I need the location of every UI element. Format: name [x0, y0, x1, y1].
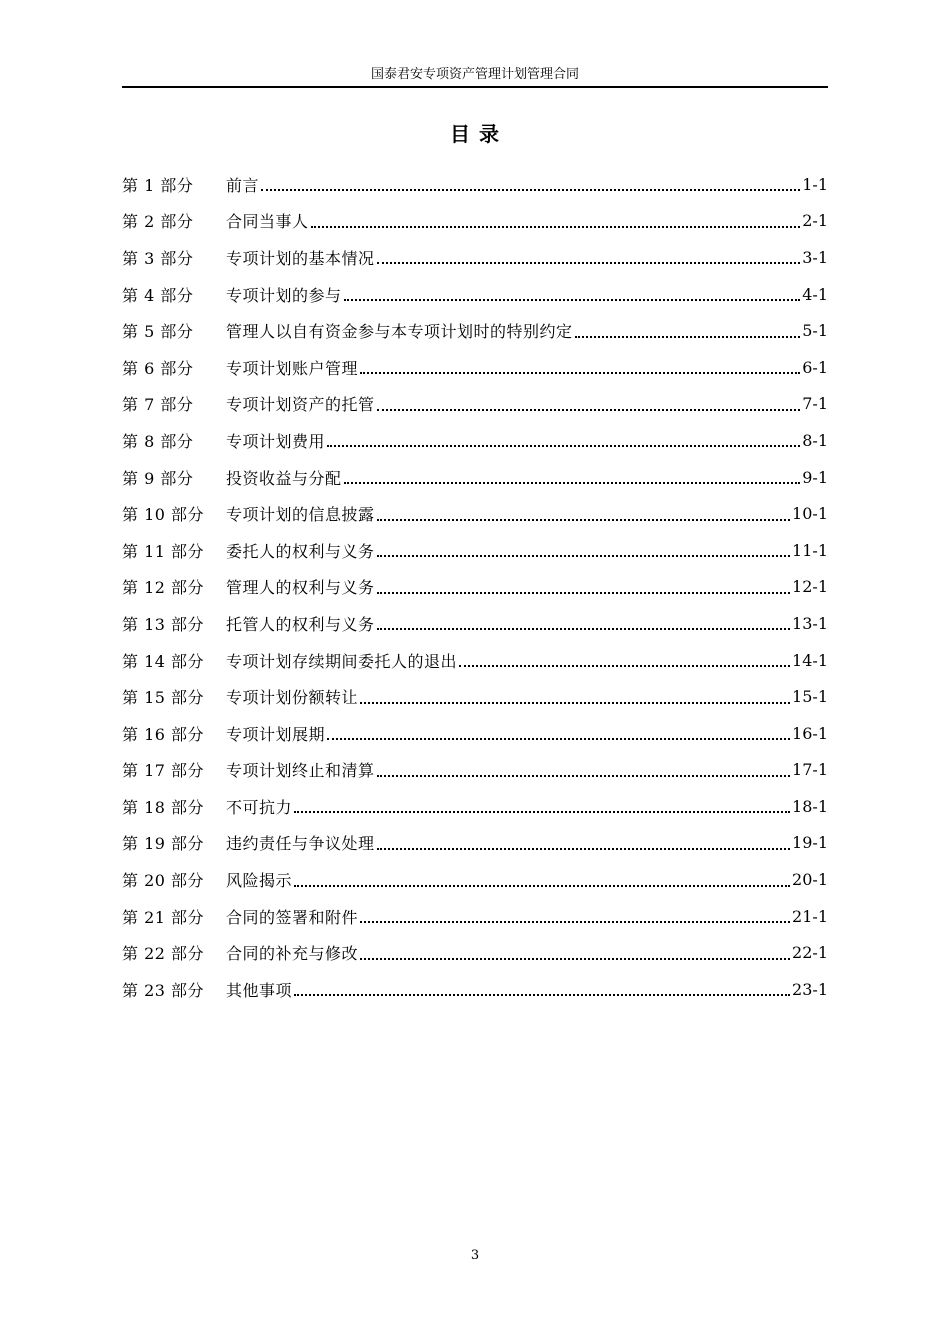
toc-entry-label: 第 8 部分 — [122, 431, 194, 451]
dot-leader — [344, 482, 801, 484]
toc-entry-title: 管理人的权利与义务 — [226, 578, 375, 598]
toc-entry-label: 第 12 部分 — [122, 578, 205, 598]
dot-leader — [261, 189, 800, 191]
dot-leader — [294, 994, 790, 996]
toc-entry[interactable] — [122, 166, 828, 203]
toc-entry-page: 2-1 — [802, 211, 828, 231]
toc-entry[interactable] — [122, 239, 828, 276]
toc-entry[interactable] — [122, 459, 828, 496]
toc-entry[interactable] — [122, 971, 828, 1008]
toc-entry[interactable] — [122, 203, 828, 240]
toc-entry-label: 第 4 部分 — [122, 285, 194, 305]
toc-entry-title: 风险揭示 — [226, 871, 293, 891]
toc-entry-page: 18-1 — [792, 796, 828, 816]
toc-entry-page: 22-1 — [792, 943, 828, 963]
toc-entry[interactable] — [122, 678, 828, 715]
dot-leader — [360, 958, 790, 960]
dot-leader — [575, 336, 801, 338]
toc-entry-title: 合同当事人 — [226, 212, 309, 232]
dot-leader — [327, 738, 790, 740]
header-divider — [122, 86, 828, 88]
dot-leader — [360, 921, 790, 923]
toc-entry-label: 第 6 部分 — [122, 358, 194, 378]
toc-entry-page: 16-1 — [792, 723, 828, 743]
page-number: 3 — [470, 1248, 480, 1263]
dot-leader — [377, 409, 801, 411]
toc-entry-page: 1-1 — [802, 174, 828, 194]
toc-entry-label: 第 3 部分 — [122, 248, 194, 268]
toc-entry[interactable] — [122, 788, 828, 825]
toc-entry-title: 托管人的权利与义务 — [226, 614, 375, 634]
toc-heading: 目 录 — [450, 122, 500, 146]
toc-entry-title: 管理人以自有资金参与本专项计划时的特别约定 — [226, 322, 573, 342]
dot-leader — [311, 226, 801, 228]
toc-entry[interactable] — [122, 569, 828, 606]
toc-entry-title: 投资收益与分配 — [226, 468, 342, 488]
toc-entry-title: 专项计划展期 — [226, 724, 326, 744]
toc-entry[interactable] — [122, 642, 828, 679]
toc-entry-label: 第 21 部分 — [122, 907, 205, 927]
dot-leader — [377, 555, 791, 557]
toc-entry-page: 8-1 — [802, 430, 828, 450]
toc-entry-page: 3-1 — [802, 247, 828, 267]
toc-entry-title: 前言 — [226, 175, 260, 195]
toc-entry-label: 第 11 部分 — [122, 541, 205, 561]
toc-entry-title: 委托人的权利与义务 — [226, 541, 375, 561]
toc-entry[interactable] — [122, 605, 828, 642]
toc-entry-title: 合同的签署和附件 — [226, 907, 359, 927]
toc-entry-label: 第 7 部分 — [122, 395, 194, 415]
toc-entry-page: 5-1 — [802, 321, 828, 341]
toc-entry-title: 专项计划费用 — [226, 431, 326, 451]
toc-entry-title: 专项计划资产的托管 — [226, 395, 375, 415]
toc-entry-title: 合同的补充与修改 — [226, 944, 359, 964]
toc-entry-page: 9-1 — [802, 467, 828, 487]
toc-entry-page: 10-1 — [792, 504, 828, 524]
toc-entry-label: 第 16 部分 — [122, 724, 205, 744]
dot-leader — [344, 299, 801, 301]
toc-entry-label: 第 10 部分 — [122, 505, 205, 525]
toc-entry-page: 7-1 — [802, 394, 828, 414]
toc-entry[interactable] — [122, 495, 828, 532]
toc-entry-title: 专项计划的参与 — [226, 285, 342, 305]
toc-entry-label: 第 14 部分 — [122, 651, 205, 671]
dot-leader — [377, 519, 791, 521]
toc-entry-label: 第 9 部分 — [122, 468, 194, 488]
toc-entry-title: 专项计划存续期间委托人的退出 — [226, 651, 458, 671]
toc-entry-label: 第 2 部分 — [122, 212, 194, 232]
toc-entry-label: 第 5 部分 — [122, 322, 194, 342]
dot-leader — [360, 702, 790, 704]
toc-entry-page: 21-1 — [792, 906, 828, 926]
toc-entry-page: 20-1 — [792, 870, 828, 890]
toc-entry-label: 第 19 部分 — [122, 834, 205, 854]
dot-leader — [377, 592, 791, 594]
toc-entry-title: 专项计划的基本情况 — [226, 248, 375, 268]
toc-entry-title: 不可抗力 — [226, 797, 293, 817]
toc-entry-page: 4-1 — [802, 284, 828, 304]
toc-entry-title: 专项计划份额转让 — [226, 688, 359, 708]
toc-entry-page: 13-1 — [792, 613, 828, 633]
table-of-contents — [122, 166, 828, 1008]
toc-entry-label: 第 15 部分 — [122, 688, 205, 708]
toc-entry[interactable] — [122, 349, 828, 386]
toc-entry-title: 专项计划终止和清算 — [226, 761, 375, 781]
running-header: 国泰君安专项资产管理计划管理合同 — [370, 67, 579, 82]
dot-leader — [377, 262, 801, 264]
toc-entry[interactable] — [122, 422, 828, 459]
toc-entry-page: 17-1 — [792, 760, 828, 780]
dot-leader — [377, 848, 791, 850]
toc-entry-title: 违约责任与争议处理 — [226, 834, 375, 854]
toc-entry[interactable] — [122, 934, 828, 971]
toc-entry-label: 第 18 部分 — [122, 797, 205, 817]
toc-entry-page: 6-1 — [802, 357, 828, 377]
dot-leader — [360, 372, 800, 374]
toc-entry-label: 第 1 部分 — [122, 175, 194, 195]
toc-entry-label: 第 23 部分 — [122, 980, 205, 1000]
dot-leader — [377, 775, 791, 777]
toc-entry-label: 第 22 部分 — [122, 944, 205, 964]
toc-entry[interactable] — [122, 312, 828, 349]
toc-entry-page: 12-1 — [792, 577, 828, 597]
toc-entry-label: 第 17 部分 — [122, 761, 205, 781]
toc-entry[interactable] — [122, 532, 828, 569]
toc-entry-page: 23-1 — [792, 979, 828, 999]
toc-entry-label: 第 20 部分 — [122, 871, 205, 891]
dot-leader — [294, 811, 790, 813]
toc-entry-title: 专项计划账户管理 — [226, 358, 359, 378]
toc-entry[interactable] — [122, 825, 828, 862]
toc-entry-page: 11-1 — [792, 540, 828, 560]
dot-leader — [377, 628, 791, 630]
toc-entry[interactable] — [122, 386, 828, 423]
toc-entry-page: 19-1 — [792, 833, 828, 853]
toc-entry-page: 14-1 — [792, 650, 828, 670]
dot-leader — [459, 665, 790, 667]
toc-entry[interactable] — [122, 861, 828, 898]
toc-entry[interactable] — [122, 276, 828, 313]
dot-leader — [327, 445, 800, 447]
toc-entry[interactable] — [122, 715, 828, 752]
toc-entry-title: 专项计划的信息披露 — [226, 505, 375, 525]
toc-entry-page: 15-1 — [792, 687, 828, 707]
toc-entry[interactable] — [122, 752, 828, 789]
toc-entry-title: 其他事项 — [226, 980, 293, 1000]
toc-entry-label: 第 13 部分 — [122, 614, 205, 634]
toc-entry[interactable] — [122, 898, 828, 935]
dot-leader — [294, 885, 790, 887]
